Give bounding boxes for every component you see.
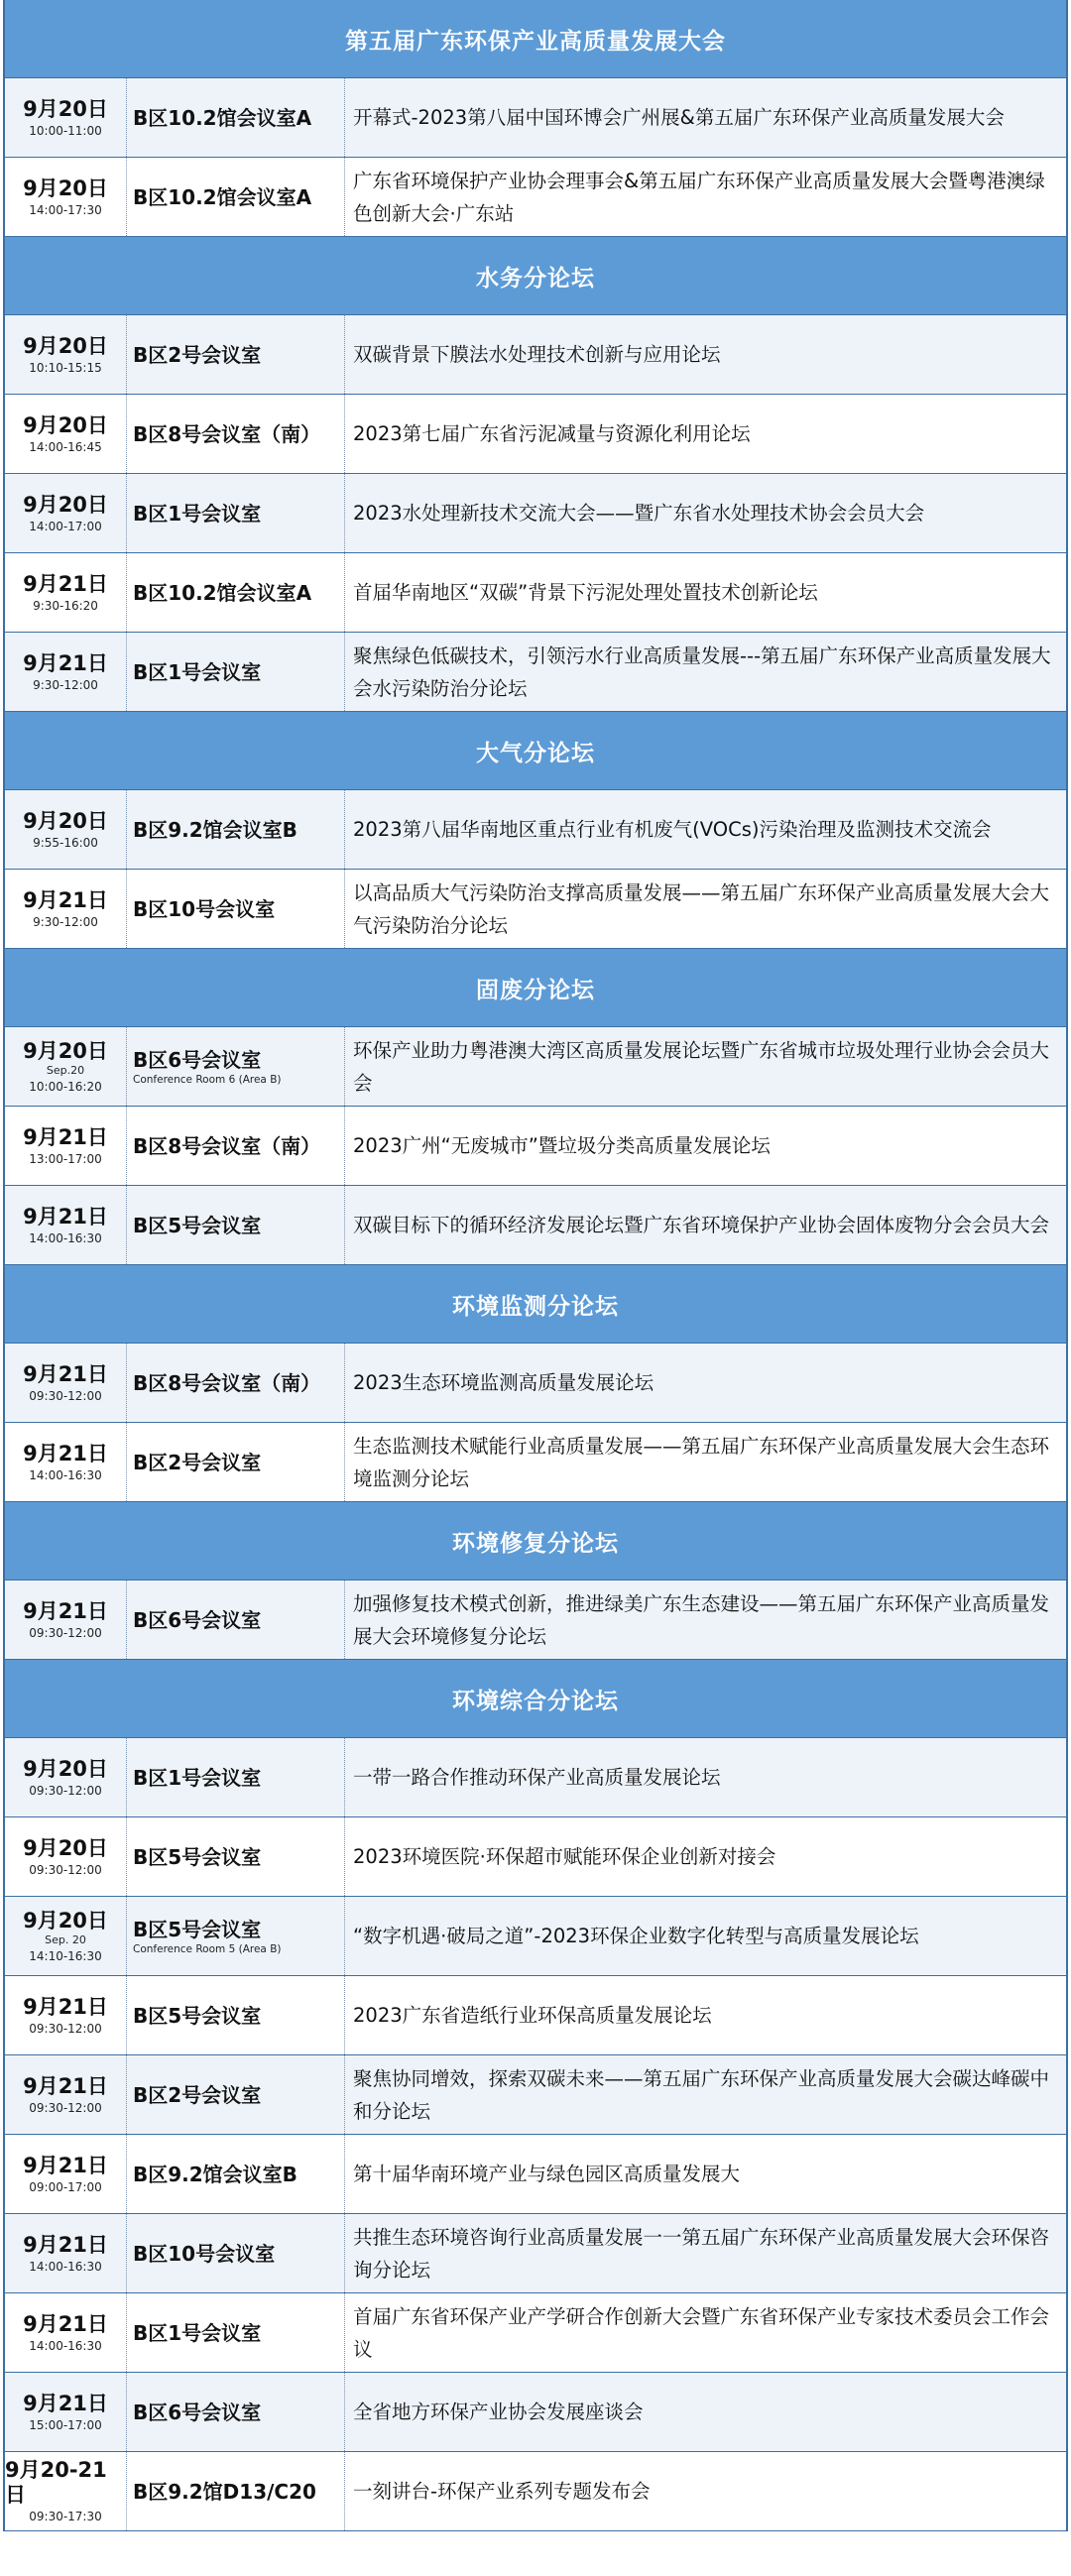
event-date: 9月20日: [23, 333, 108, 358]
section-header: 环境监测分论坛: [5, 1265, 1066, 1344]
event-date: 9月21日: [23, 1124, 108, 1149]
table-row: [5, 1186, 1066, 1265]
table-row: [5, 1423, 1066, 1502]
room-cell: [127, 2293, 345, 2372]
date-cell: [5, 553, 127, 632]
room-cell: [127, 315, 345, 394]
date-cell: [5, 1897, 127, 1975]
date-cell: [5, 474, 127, 552]
room-cell: [127, 2055, 345, 2134]
room-cell: [127, 2214, 345, 2292]
room-cell: [127, 474, 345, 552]
event-title: 2023生态环境监测高质量发展论坛: [353, 1371, 654, 1394]
event-title: 首届广东省环保产业产学研合作创新大会暨广东省环保产业专家技术委员会工作会议: [353, 2304, 1050, 2361]
event-date: 9月21日: [23, 571, 108, 596]
event-date: 9月21日: [23, 1361, 108, 1386]
room-cell: [127, 870, 345, 948]
section-header: 环境综合分论坛: [5, 1660, 1066, 1738]
room-cell: [127, 1581, 345, 1659]
date-cell: [5, 2135, 127, 2213]
room-cell: [127, 1897, 345, 1975]
date-cell: [5, 2055, 127, 2134]
room-cell: [127, 78, 345, 157]
event-title: 2023广东省造纸行业环保高质量发展论坛: [353, 2004, 712, 2027]
table-row: [5, 1027, 1066, 1107]
event-time: 09:30-12:00: [29, 1862, 102, 1877]
event-date: 9月20日: [23, 1756, 108, 1781]
date-cell: [5, 1027, 127, 1106]
room-name: B区10号会议室: [133, 2241, 276, 2266]
event-date: 9月21日: [23, 2073, 108, 2098]
date-cell: [5, 1186, 127, 1264]
event-title: 2023环境医院·环保超市赋能环保企业创新对接会: [353, 1845, 776, 1868]
room-name: B区6号会议室: [133, 1607, 262, 1632]
event-title: 生态监测技术赋能行业高质量发展——第五届广东环保产业高质量发展大会生态环境监测分论坛: [353, 1434, 1050, 1490]
date-cell: [5, 78, 127, 157]
room-cell: [127, 2135, 345, 2213]
event-date: 9月21日: [23, 2153, 108, 2177]
table-row: [5, 315, 1066, 395]
room-cell: [127, 1186, 345, 1264]
table-row: [5, 553, 1066, 633]
event-date: 9月20日: [23, 1038, 108, 1063]
table-row: [5, 1897, 1066, 1976]
section-header: 大气分论坛: [5, 712, 1066, 790]
table-row: [5, 1738, 1066, 1817]
event-date: 9月20日: [23, 1908, 108, 1932]
section-header: 固废分论坛: [5, 949, 1066, 1027]
event-title: 双碳背景下膜法水处理技术创新与应用论坛: [353, 343, 721, 366]
event-time: 09:30-12:00: [29, 1625, 102, 1640]
event-time: 13:00-17:00: [29, 1151, 102, 1166]
event-title: 全省地方环保产业协会发展座谈会: [353, 2400, 644, 2423]
room-name: B区8号会议室（南）: [133, 1370, 321, 1395]
room-name: B区5号会议室: [133, 1917, 262, 1941]
table-row: [5, 158, 1066, 237]
date-cell: [5, 1976, 127, 2054]
event-date: 9月21日: [23, 887, 108, 912]
event-title: 2023水处理新技术交流大会——暨广东省水处理技术协会会员大会: [353, 502, 925, 525]
event-time: 09:30-17:30: [29, 2510, 102, 2523]
table-row: [5, 1107, 1066, 1186]
schedule-table: [3, 0, 1068, 2531]
event-time: 09:30-12:00: [29, 2100, 102, 2115]
event-date: 9月20-21日: [5, 2458, 107, 2507]
event-time: 14:00-16:30: [29, 1230, 102, 1245]
room-cell: [127, 1107, 345, 1185]
event-title: 双碳目标下的循环经济发展论坛暨广东省环境保护产业协会固体废物分会会员大会: [353, 1214, 1050, 1236]
event-time: 14:10-16:30: [29, 1948, 102, 1963]
event-time: 14:00-16:30: [29, 1467, 102, 1482]
event-time: 14:00-16:30: [29, 2338, 102, 2353]
table-row: [5, 2373, 1066, 2452]
date-cell: [5, 395, 127, 473]
table-row: [5, 2055, 1066, 2135]
event-date: 9月21日: [23, 2311, 108, 2336]
event-time: 09:00-17:00: [29, 2179, 102, 2194]
event-time: 15:00-17:00: [29, 2417, 102, 2432]
section-header: 水务分论坛: [5, 237, 1066, 315]
room-cell: [127, 1344, 345, 1422]
event-title: 2023广州“无废城市”暨垃圾分类高质量发展论坛: [353, 1134, 771, 1157]
event-time: 14:00-16:45: [29, 439, 102, 454]
event-date-en: Sep. 20: [45, 1932, 86, 1946]
table-row: [5, 633, 1066, 712]
event-time: 10:00-16:20: [29, 1079, 102, 1094]
table-row: [5, 2293, 1066, 2373]
room-name: B区9.2馆会议室B: [133, 2162, 298, 2186]
event-time: 10:10-15:15: [29, 360, 102, 375]
event-title: 以高品质大气污染防治支撑高质量发展——第五届广东环保产业高质量发展大会大气污染防治分论坛: [353, 880, 1050, 937]
room-cell: [127, 1423, 345, 1501]
table-row: [5, 1581, 1066, 1660]
event-date: 9月21日: [23, 1598, 108, 1623]
room-name: B区6号会议室: [133, 2400, 262, 2424]
date-cell: [5, 2452, 127, 2530]
event-title: “数字机遇·破局之道”-2023环保企业数字化转型与高质量发展论坛: [353, 1925, 919, 1947]
room-name: B区10号会议室: [133, 896, 276, 921]
date-cell: [5, 315, 127, 394]
event-title: 2023第七届广东省污泥减量与资源化利用论坛: [353, 422, 751, 445]
date-cell: [5, 1581, 127, 1659]
event-date: 9月20日: [23, 96, 108, 121]
room-name: B区2号会议室: [133, 2082, 262, 2107]
room-name-en: Conference Room 5 (Area B): [133, 1942, 282, 1955]
event-time: 9:30-12:00: [33, 677, 98, 692]
event-date: 9月21日: [23, 1204, 108, 1229]
room-name: B区1号会议室: [133, 1765, 262, 1790]
event-title: 加强修复技术模式创新，推进绿美广东生态建设——第五届广东环保产业高质量发展大会环境修复分论坛: [353, 1591, 1050, 1648]
date-cell: [5, 1738, 127, 1816]
table-row: [5, 790, 1066, 870]
room-name-en: Conference Room 6 (Area B): [133, 1073, 282, 1086]
table-row: [5, 474, 1066, 553]
event-time: 9:30-16:20: [33, 598, 98, 613]
table-row: [5, 78, 1066, 158]
room-name: B区1号会议室: [133, 659, 262, 684]
event-time: 09:30-12:00: [29, 2021, 102, 2036]
section-header: 第五届广东环保产业高质量发展大会: [5, 0, 1066, 78]
room-name: B区2号会议室: [133, 1450, 262, 1474]
date-cell: [5, 2293, 127, 2372]
event-title: 2023第八届华南地区重点行业有机废气(VOCs)污染治理及监测技术交流会: [353, 818, 992, 841]
event-title: 首届华南地区“双碳”背景下污泥处理处置技术创新论坛: [353, 581, 818, 604]
room-cell: [127, 790, 345, 869]
table-row: [5, 2452, 1066, 2531]
room-cell: [127, 633, 345, 711]
event-date: 9月21日: [23, 1441, 108, 1465]
event-date: 9月20日: [23, 412, 108, 437]
event-title: 聚焦绿色低碳技术，引领污水行业高质量发展---第五届广东环保产业高质量发展大会水污染防治分论坛: [353, 644, 1051, 700]
date-cell: [5, 2373, 127, 2451]
date-cell: [5, 790, 127, 869]
room-name: B区5号会议室: [133, 2003, 262, 2028]
event-date: 9月21日: [23, 650, 108, 675]
table-row: [5, 1344, 1066, 1423]
room-name: B区8号会议室（南）: [133, 421, 321, 446]
room-name: B区5号会议室: [133, 1844, 262, 1869]
event-date: 9月21日: [23, 2232, 108, 2257]
room-name: B区6号会议室: [133, 1047, 262, 1072]
table-row: [5, 1817, 1066, 1897]
event-date: 9月20日: [23, 176, 108, 200]
event-title: 聚焦协同增效，探索双碳未来——第五届广东环保产业高质量发展大会碳达峰碳中和分论坛: [353, 2066, 1050, 2123]
event-title: 共推生态环境咨询行业高质量发展一一第五届广东环保产业高质量发展大会环保咨询分论坛: [353, 2225, 1050, 2282]
table-row: [5, 2214, 1066, 2293]
room-name: B区8号会议室（南）: [133, 1133, 321, 1158]
event-date-en: Sep.20: [46, 1063, 85, 1077]
event-date: 9月21日: [23, 2391, 108, 2415]
date-cell: [5, 2214, 127, 2292]
event-title: 一刻讲台-环保产业系列专题发布会: [353, 2480, 651, 2503]
date-cell: [5, 1344, 127, 1422]
event-time: 14:00-17:30: [29, 202, 102, 217]
event-date: 9月21日: [23, 1994, 108, 2019]
date-cell: [5, 158, 127, 236]
event-title: 开幕式-2023第八届中国环博会广州展&第五届广东环保产业高质量发展大会: [353, 106, 1005, 129]
event-title: 第十届华南环境产业与绿色园区高质量发展大: [353, 2163, 741, 2185]
table-row: [5, 870, 1066, 949]
section-header: 环境修复分论坛: [5, 1502, 1066, 1581]
event-time: 10:00-11:00: [29, 123, 102, 138]
date-cell: [5, 1423, 127, 1501]
room-cell: [127, 1976, 345, 2054]
room-cell: [127, 2373, 345, 2451]
date-cell: [5, 1107, 127, 1185]
room-name: B区1号会议室: [133, 2320, 262, 2345]
table-row: [5, 395, 1066, 474]
event-time: 9:55-16:00: [33, 835, 98, 850]
room-name: B区9.2馆会议室B: [133, 817, 298, 842]
room-name: B区5号会议室: [133, 1213, 262, 1237]
room-name: B区2号会议室: [133, 342, 262, 367]
room-cell: [127, 1817, 345, 1896]
event-time: 14:00-16:30: [29, 2259, 102, 2274]
date-cell: [5, 870, 127, 948]
room-name: B区10.2馆会议室A: [133, 580, 312, 605]
event-time: 09:30-12:00: [29, 1388, 102, 1403]
table-row: [5, 2135, 1066, 2214]
room-name: B区1号会议室: [133, 501, 262, 526]
event-date: 9月20日: [23, 492, 108, 517]
event-date: 9月20日: [23, 1835, 108, 1860]
event-time: 09:30-12:00: [29, 1783, 102, 1798]
room-cell: [127, 1027, 345, 1106]
date-cell: [5, 1817, 127, 1896]
event-title: 环保产业助力粤港澳大湾区高质量发展论坛暨广东省城市垃圾处理行业协会会员大会: [353, 1038, 1050, 1095]
event-time: 9:30-12:00: [33, 914, 98, 929]
room-name: B区10.2馆会议室A: [133, 184, 312, 209]
event-time: 14:00-17:00: [29, 519, 102, 533]
table-row: [5, 1976, 1066, 2055]
room-cell: [127, 2452, 345, 2530]
event-title: 广东省环境保护产业协会理事会&第五届广东环保产业高质量发展大会暨粤港澳绿色创新大会·广东站: [353, 169, 1045, 225]
room-name: B区9.2馆D13/C20: [133, 2479, 316, 2504]
room-cell: [127, 158, 345, 236]
date-cell: [5, 633, 127, 711]
event-date: 9月20日: [23, 808, 108, 833]
event-title: 一带一路合作推动环保产业高质量发展论坛: [353, 1766, 721, 1789]
room-cell: [127, 553, 345, 632]
room-name: B区10.2馆会议室A: [133, 105, 312, 130]
room-cell: [127, 395, 345, 473]
room-cell: [127, 1738, 345, 1816]
